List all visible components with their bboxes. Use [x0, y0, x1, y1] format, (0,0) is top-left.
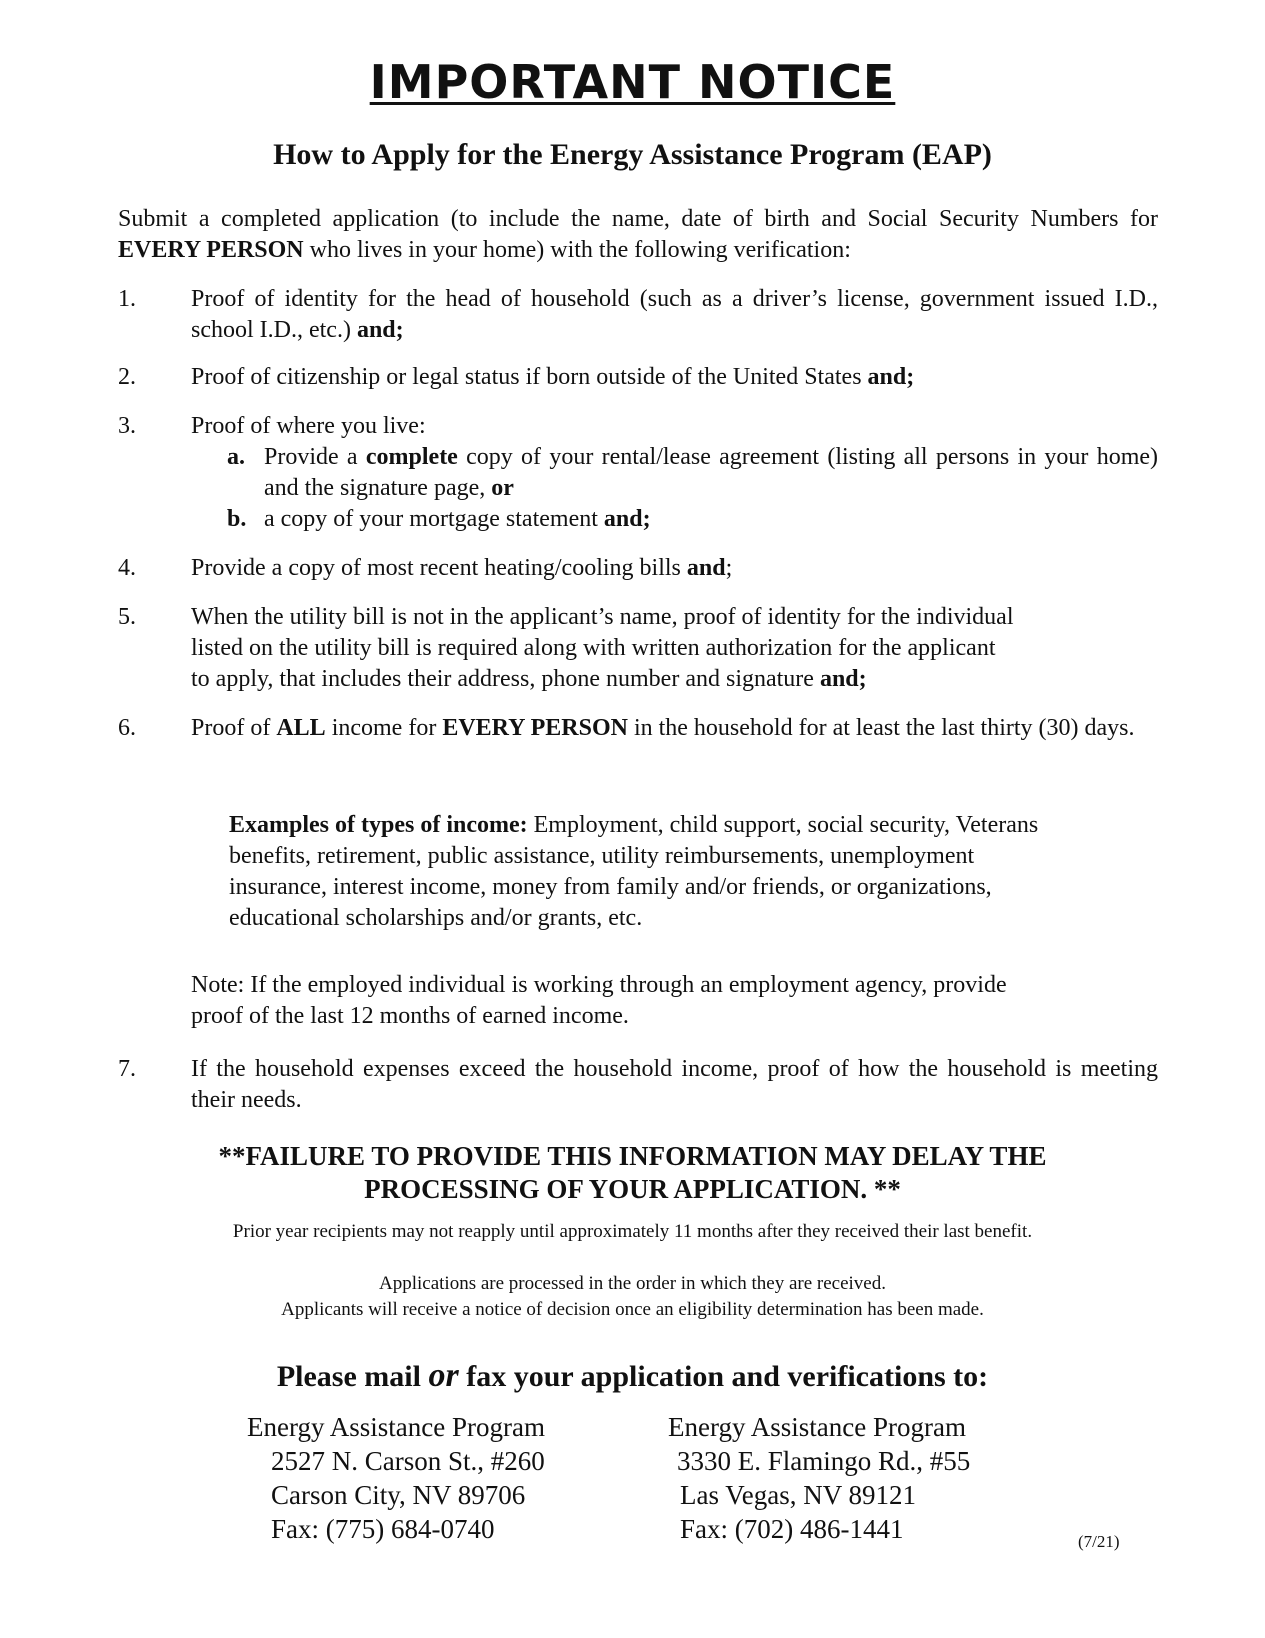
item-text: Proof of citizenship or legal status if born outside of the United States and; [191, 364, 915, 390]
page-subtitle: How to Apply for the Energy Assistance Program (EAP) [273, 138, 992, 171]
item-number: 7. [118, 1056, 136, 1082]
employment-agency-note: Note: If the employed individual is working through an employment agency, provide proof of the last 12 months of earned income. [191, 972, 1007, 1029]
mail-heading: Please mail or fax your application and verifications to: [276, 1357, 989, 1394]
failure-warning: **FAILURE TO PROVIDE THIS INFORMATION MAY DELAY THE PROCESSING OF YOUR APPLICATION. ** [218, 1141, 1047, 1204]
sub-item-a: a. Provide a complete copy of your rental/lease agreement (listing all persons in your home) and the signature page, or [227, 444, 1159, 501]
item-number: 3. [118, 413, 136, 439]
sub-item-b: b. a copy of your mortgage statement and; [227, 506, 651, 532]
item-text: When the utility bill is not in the applicant’s name, proof of identity for the individual listed on the utility bill is required along with written authorization for the applicant to apply, that includes their address, phone number and signature and; [191, 604, 1014, 692]
item-number: 6. [118, 715, 136, 741]
item-text: Proof of where you live: a. Provide a complete copy of your rental/lease agreement (listing all persons in your home) and the signature page, or b. a copy of your mortgage statement and; [191, 411, 1158, 535]
form-revision-code: (7/21) [1078, 1532, 1120, 1551]
processing-notice: Applications are processed in the order in which they are received. Applicants will receive a notice of decision once an eligibility determination has been made. [281, 1273, 984, 1320]
item-number: 1. [118, 286, 136, 312]
item-text: Proof of ALL income for EVERY PERSON in the household for at least the last thirty (30) days. [191, 715, 1135, 741]
item-number: 2. [118, 364, 136, 390]
intro-paragraph: Submit a completed application (to include the name, date of birth and Social Security Numbers for EVERY PERSON who lives in your home) with the following verification: [118, 206, 1158, 263]
item-text: If the household expenses exceed the household income, proof of how the household is meeting their needs. [191, 1056, 1158, 1113]
item-number: 4. [118, 555, 136, 581]
carson-city-address: Energy Assistance Program 2527 N. Carson St., #260 Carson City, NV 89706 Fax: (775) 684-0740 [247, 1412, 545, 1544]
prior-year-notice: Prior year recipients may not reapply until approximately 11 months after they received their last benefit. [232, 1221, 1033, 1242]
item-text: Provide a copy of most recent heating/cooling bills and; [191, 555, 733, 581]
income-examples: Examples of types of income: Employment, child support, social security, Veterans benefits, retirement, public assistance, utility reimbursements, unemployment insurance, interest income, money from family and/or friends, or organizations, educational scholarships and/or grants, etc. [229, 812, 1039, 931]
page-title: IMPORTANT NOTICE [369, 55, 896, 109]
las-vegas-address: Energy Assistance Program 3330 E. Flamingo Rd., #55 Las Vegas, NV 89121 Fax: (702) 486-1441 [668, 1412, 971, 1544]
item-text: Proof of identity for the head of household (such as a driver’s license, government issued I.D., school I.D., etc.) and; [191, 286, 1158, 343]
item-number: 5. [118, 604, 136, 630]
